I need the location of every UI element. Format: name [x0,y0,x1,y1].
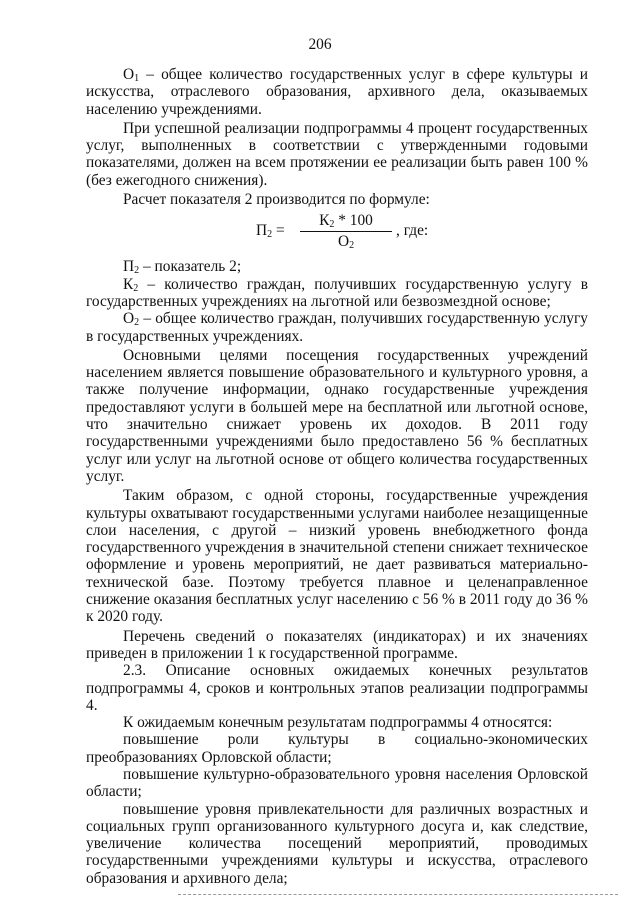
paragraph-goals: Основными целями посещения государственных учреждений населением является повышение образовательного и культурного уровня, а также получение информации, однако государственные учреждения предоставляют услуги в большей мере на бесплатной или льготной основе, что значительно снижает уровень их доходов. В 2011 году государственными учреждениями было предоставлено 56 % бесплатных услуг или услуг на льготной основе от общего количества государственных услуг. [86,346,588,485]
paragraph-conclusion: Таким образом, с одной стороны, государственные учреждения культуры охватывают государственными услугами наиболее незащищенные слои населения, с другой – низкий уровень внебюджетного фонда государственного учреждения в значительной степени снижает техническое оформление и уровень мероприятий, не дает развиваться материально-технической базе. Поэтому требуется плавное и целенаправленное снижение оказания бесплатных услуг населению с 56 % в 2011 году до 36 % к 2020 году. [86,487,588,626]
definition-p2: $П_2$ – показатель 2; [123,258,242,277]
formula-denominator: $О_2$ [337,232,355,251]
bottom-edge-rule [178,894,618,895]
subscript: 1 [134,73,140,84]
list-item-2: повышение культурно-образовательного уровня населения Орловской области; [86,765,588,801]
paragraph-indicators: Перечень сведений о показателях (индикаторах) и их значениях приведен в приложении 1 к государственной программе. [86,627,588,662]
list-item-3: повышение уровня привлекательности для различных возрастных и социальных групп организованного культурного досуга и, как следствие, увеличение количества посещений мероприятий, проводимых государственными учреждениями культуры и искусства, отраслевого образования и архивного дела; [86,800,588,887]
definition-o2: $О_2$ – общее количество граждан, получивших государственную услугу в государственных учреждениях. [86,310,588,345]
formula-fraction [300,212,392,250]
paragraph-o1-definition [86,66,588,118]
list-item-1: повышение роли культуры в социально-экономических преобразованиях Орловской области; [86,731,588,766]
formula [86,210,588,254]
paragraph-results-intro: К ожидаемым конечным результатам подпрограммы 4 относятся: [123,714,553,732]
paragraph-text: – общее количество государственных услуг в сфере культуры и искусства, отраслевого образования, архивного дела, оказываемых населению учреждениями. [86,66,588,118]
paragraph-success-criterion: При успешной реализации подпрограммы 4 процент государственных услуг, выполненных в соответствии с утвержденными годовыми показателями, должен на всем протяжении ее реализации быть равен 100 % (без ежегодного снижения). [86,119,588,189]
page-number: 206 [308,36,332,53]
paragraph-formula-intro: Расчет показателя 2 производится по формуле: [123,191,430,209]
symbol-o: О [123,66,135,83]
formula-numerator: $К_2 * 100$ [300,212,392,231]
formula-where: , где: [396,222,429,240]
formula-lhs: $П_2$ = [256,222,285,241]
document-body [86,66,588,887]
section-heading-2-3: 2.3. Описание основных ожидаемых конечных результатов подпрограммы 4, сроков и контрольных этапов реализации подпрограммы 4. [86,662,588,714]
definition-k2: $К_2$ – количество граждан, получивших государственную услугу в государственных учреждениях на льготной или безвозмездной основе; [86,275,588,310]
